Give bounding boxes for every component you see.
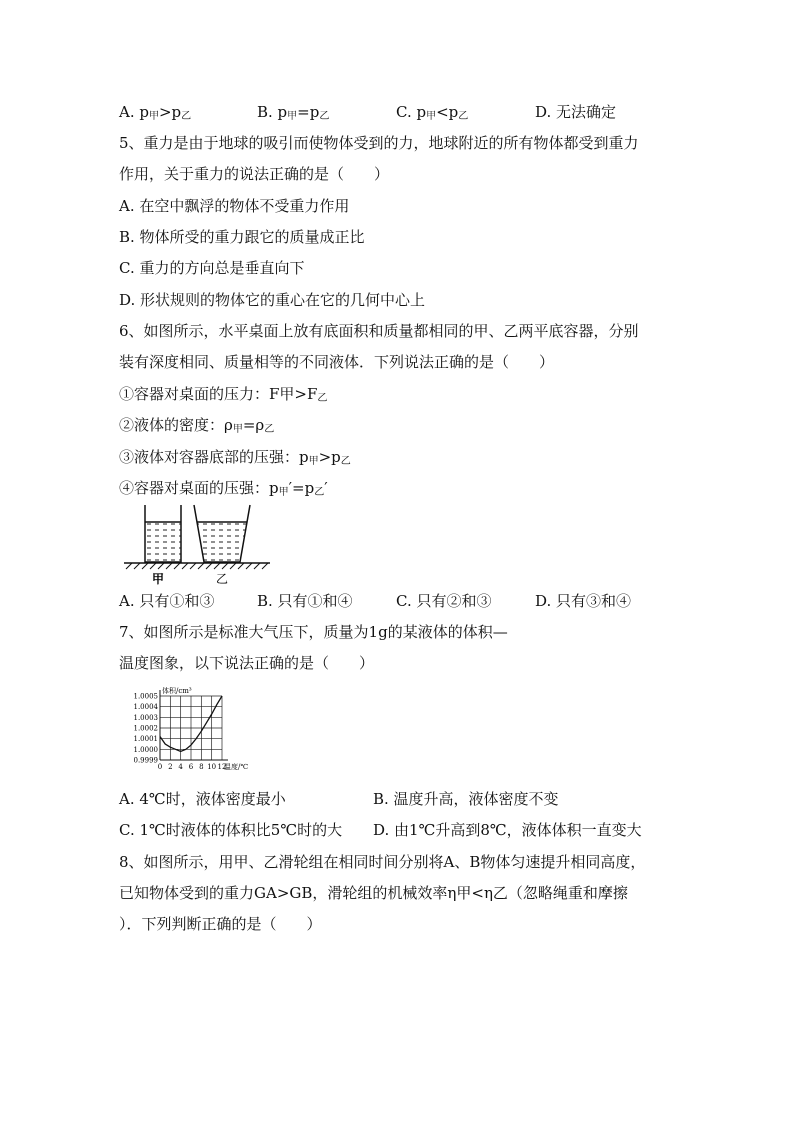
- x-tick-label: 0: [157, 763, 163, 771]
- x-tick-label: 8: [199, 763, 204, 771]
- x-axis-label: 温度/℃: [224, 763, 249, 771]
- q5-option-c: C. 重力的方向总是垂直向下: [119, 259, 305, 277]
- table-hatching: [126, 563, 268, 569]
- q6-option-b: B. 只有①和④: [257, 592, 353, 610]
- q4-option-d: D. 无法确定: [535, 103, 617, 121]
- x-tick-label: 12: [217, 763, 227, 771]
- q6-statement-4: ④容器对桌面的压强：$p_甲'=p_乙'$: [119, 479, 328, 498]
- q5-option-a: A. 在空中飘浮的物体不受重力作用: [119, 197, 350, 215]
- q6-statement-2: ②液体的密度：$\rho_甲=\rho_乙$: [119, 416, 275, 435]
- y-axis-label: 体积/cm³: [162, 687, 192, 695]
- q7-option-b: B. 温度升高，液体密度不变: [373, 790, 559, 808]
- y-tick-label: 1.0003: [133, 713, 158, 722]
- q4-option-a: A. $p_甲>p_乙$: [119, 103, 192, 122]
- q5-option-b: B. 物体所受的重力跟它的质量成正比: [119, 228, 365, 246]
- q7-option-c: C. 1℃时液体的体积比5℃时的大: [119, 821, 343, 839]
- x-tick-label: 4: [178, 763, 183, 771]
- q7-option-d: D. 由1℃升高到8℃，液体体积一直变大: [373, 821, 642, 839]
- q6-statement-1: ①容器对桌面的压力：F甲$>F_乙$: [119, 385, 328, 404]
- q4-option-c: C. $p_甲<p_乙$: [396, 103, 469, 122]
- label-yi: 乙: [216, 572, 229, 585]
- q6-container-figure: [122, 503, 272, 585]
- y-tick-label: 1.0000: [133, 745, 158, 754]
- q5-stem-line2: 作用，关于重力的说法正确的是（ ）: [119, 165, 390, 183]
- x-tick-label: 2: [168, 763, 173, 771]
- container-yi: [194, 505, 250, 562]
- q8-stem-line2: 已知物体受到的重力GA>GB，滑轮组的机械效率η甲<η乙（忽略绳重和摩擦: [119, 884, 628, 902]
- q6-statement-3: ③液体对容器底部的压强：$p_甲>p_乙$: [119, 448, 351, 467]
- q6-option-a: A. 只有①和③: [119, 592, 215, 610]
- q4-option-b: B. $p_甲=p_乙$: [257, 103, 330, 122]
- x-tick-label: 10: [207, 763, 217, 771]
- y-tick-label: 1.0004: [133, 703, 158, 712]
- label-jia: 甲: [152, 572, 165, 585]
- q7-stem-line2: 温度图象，以下说法正确的是（ ）: [119, 654, 375, 672]
- q5-option-d: D. 形状规则的物体它的重心在它的几何中心上: [119, 291, 426, 309]
- q7-volume-temperature-chart: [124, 684, 264, 780]
- y-tick-label: 1.0001: [133, 735, 158, 744]
- y-tick-label: 1.0002: [133, 724, 158, 733]
- y-tick-label: 0.9999: [133, 756, 158, 765]
- q6-option-d: D. 只有③和④: [535, 592, 632, 610]
- q6-stem-line2: 装有深度相同、质量相等的不同液体．下列说法正确的是（ ）: [119, 353, 555, 371]
- q6-option-c: C. 只有②和③: [396, 592, 492, 610]
- q8-stem-line1: 8、如图所示，用甲、乙滑轮组在相同时间分别将A、B物体匀速提升相同高度，: [119, 853, 646, 871]
- q6-stem-line1: 6、如图所示，水平桌面上放有底面积和质量都相同的甲、乙两平底容器，分别: [119, 322, 639, 340]
- q7-stem-line1: 7、如图所示是标准大气压下，质量为1g的某液体的体积—: [119, 623, 508, 641]
- q8-stem-line3: ）．下列判断正确的是（ ）: [119, 915, 322, 933]
- x-tick-label: 6: [188, 763, 194, 771]
- y-tick-label: 1.0005: [133, 692, 158, 701]
- q7-option-a: A. 4℃时，液体密度最小: [119, 790, 286, 808]
- q5-stem-line1: 5、重力是由于地球的吸引而使物体受到的力，地球附近的所有物体都受到重力: [119, 134, 639, 152]
- container-jia: [145, 505, 181, 562]
